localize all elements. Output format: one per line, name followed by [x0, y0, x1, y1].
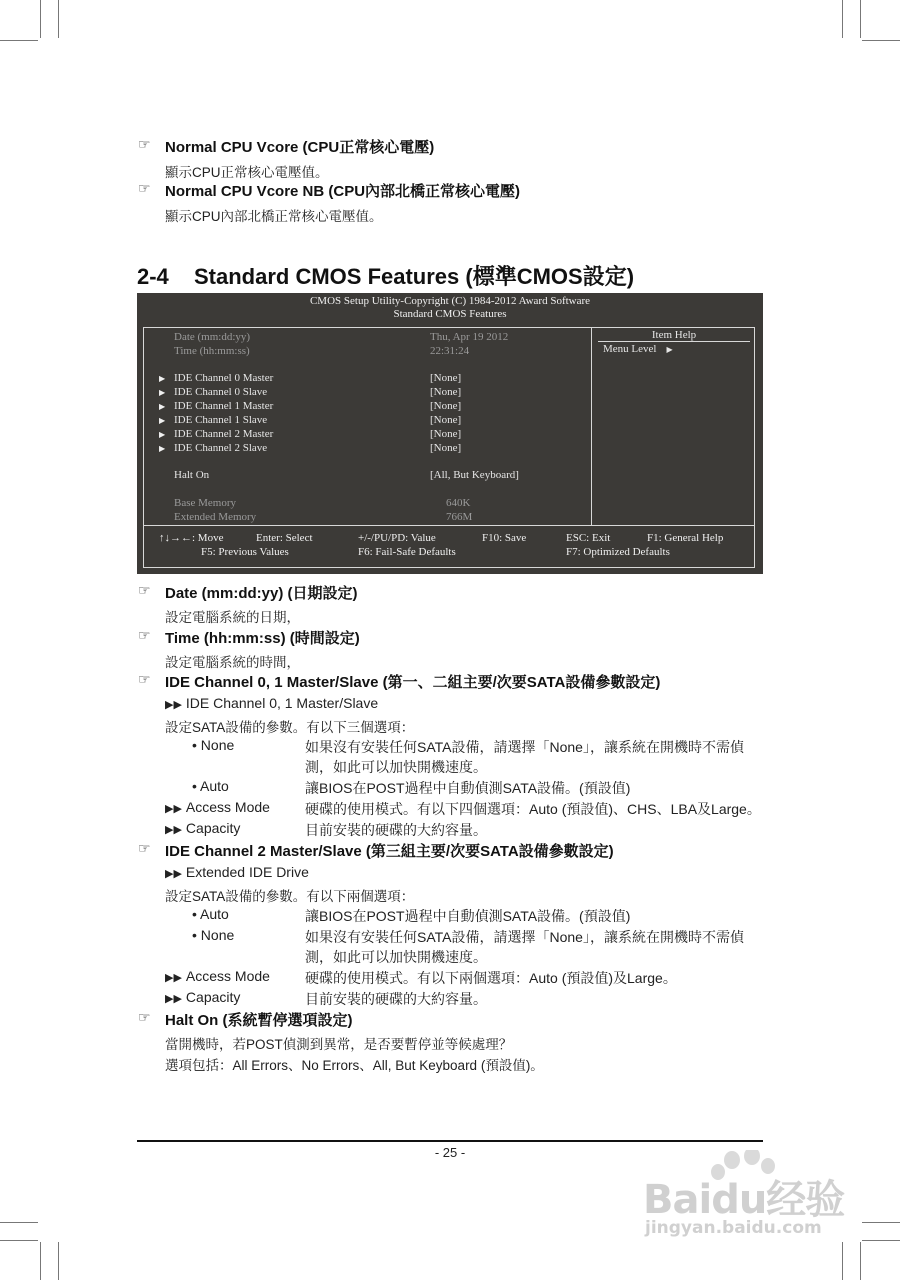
option-description: 硬碟的使用模式。有以下兩個選項：Auto (預設值)及Large。 — [305, 970, 677, 986]
sub-item — [165, 968, 270, 984]
bios-key-save: F10: Save — [482, 532, 527, 544]
double-arrow-icon: ▶▶ — [165, 699, 182, 711]
sub-item — [165, 864, 309, 880]
crop-mark — [0, 1240, 38, 1241]
crop-mark — [862, 40, 900, 41]
option-description: 目前安裝的硬碟的大約容量。 — [305, 991, 487, 1007]
menu-level-arrow-icon: ▶ — [666, 345, 673, 354]
bios-halt-label[interactable]: Halt On — [174, 469, 210, 481]
bios-screen — [137, 293, 763, 574]
item-heading: Halt On (系統暫停選項設定) — [165, 1012, 353, 1029]
double-arrow-icon: ▶▶ — [165, 993, 182, 1005]
option-label: • Auto — [192, 906, 229, 922]
option-description: 目前安裝的硬碟的大約容量。 — [305, 822, 487, 838]
page-number: - 25 - — [434, 1145, 466, 1160]
item-description: 設定電腦系統的日期， — [165, 610, 300, 625]
pointing-hand-icon: ☞ — [138, 672, 151, 688]
bios-halt-value[interactable]: [All, But Keyboard] — [430, 469, 519, 481]
bios-time-label: Time (hh:mm:ss) — [174, 345, 250, 357]
option-label: • None — [192, 737, 235, 753]
double-arrow-icon: ▶▶ — [165, 972, 182, 984]
crop-mark — [860, 1242, 861, 1280]
bios-divider — [143, 525, 755, 526]
bios-key-previous: F5: Previous Values — [201, 546, 289, 558]
bios-ide-value[interactable]: [None] — [430, 400, 462, 412]
pointing-hand-icon: ☞ — [138, 841, 151, 857]
option-description: 讓BIOS在POST過程中自動偵測SATA設備。(預設值) — [305, 780, 631, 796]
bios-ide-label[interactable]: IDE Channel 2 Master — [174, 428, 274, 440]
submenu-arrow-icon: ▶ — [159, 430, 166, 439]
pointing-hand-icon: ☞ — [138, 628, 151, 644]
item-description: 選項包括：All Errors、No Errors、All, But Keyboard (預設值)。 — [165, 1058, 544, 1073]
submenu-arrow-icon: ▶ — [159, 416, 166, 425]
sub-item — [165, 989, 240, 1005]
watermark-brand: Baidu经验 — [643, 1177, 845, 1223]
bios-base-memory-label: Base Memory — [174, 497, 237, 509]
section-title — [137, 260, 634, 291]
bios-key-optimized: F7: Optimized Defaults — [566, 546, 670, 558]
crop-mark — [58, 1242, 59, 1280]
pointing-hand-icon: ☞ — [138, 137, 151, 153]
watermark-url: jingyan.baidu.com — [645, 1218, 822, 1238]
double-arrow-icon: ▶▶ — [165, 868, 182, 880]
bios-ide-label[interactable]: IDE Channel 0 Master — [174, 372, 274, 384]
menu-level-label: Menu Level — [603, 343, 657, 355]
crop-mark — [40, 1242, 41, 1280]
submenu-arrow-icon: ▶ — [159, 388, 166, 397]
item-description: 顯示CPU內部北橋正常核心電壓值。 — [165, 209, 383, 224]
bios-extended-memory-label: Extended Memory — [174, 511, 257, 523]
bios-base-memory-value: 640K — [446, 497, 471, 509]
crop-mark — [58, 0, 59, 38]
item-description: 顯示CPU正常核心電壓值。 — [165, 165, 329, 180]
bios-ide-label[interactable]: IDE Channel 1 Master — [174, 400, 274, 412]
sub-item-label: IDE Channel 0, 1 Master/Slave — [185, 695, 379, 711]
bios-ide-value[interactable]: [None] — [430, 428, 462, 440]
crop-mark — [862, 1240, 900, 1241]
bios-key-value: +/-/PU/PD: Value — [358, 532, 436, 544]
item-heading: Date (mm:dd:yy) (日期設定) — [165, 585, 358, 602]
sub-item-label: Capacity — [185, 989, 241, 1005]
submenu-arrow-icon: ▶ — [159, 402, 166, 411]
pointing-hand-icon: ☞ — [138, 1010, 151, 1026]
crop-mark — [842, 0, 843, 38]
bios-extended-memory-value: 766M — [446, 511, 473, 523]
bios-key-exit: ESC: Exit — [566, 532, 611, 544]
item-heading: IDE Channel 0, 1 Master/Slave (第一、二組主要/次要SATA設備參數設定) — [165, 674, 661, 691]
bios-ide-value[interactable]: [None] — [430, 442, 462, 454]
double-arrow-icon: ▶▶ — [165, 824, 182, 836]
option-label: • Auto — [192, 778, 229, 794]
item-description: 設定SATA設備的參數。有以下三個選項： — [165, 720, 415, 735]
crop-mark — [862, 1222, 900, 1223]
pointing-hand-icon: ☞ — [138, 181, 151, 197]
item-description: 設定SATA設備的參數。有以下兩個選項： — [165, 889, 415, 904]
item-description: 設定電腦系統的時間， — [165, 655, 300, 670]
bios-ide-value[interactable]: [None] — [430, 386, 462, 398]
option-description: 如果沒有安裝任何SATA設備，請選擇「None」，讓系統在開機時不需偵 — [305, 739, 744, 755]
sub-item — [165, 695, 378, 711]
sub-item-label: Capacity — [185, 820, 241, 836]
bios-ide-label[interactable]: IDE Channel 2 Slave — [174, 442, 268, 454]
section-title-text: Standard CMOS Features (標準CMOS設定) — [194, 264, 635, 289]
double-arrow-icon: ▶▶ — [165, 803, 182, 815]
bios-key-failsafe: F6: Fail-Safe Defaults — [358, 546, 456, 558]
pointing-hand-icon: ☞ — [138, 583, 151, 599]
crop-mark — [0, 1222, 38, 1223]
item-heading: Normal CPU Vcore NB (CPU內部北橋正常核心電壓) — [165, 183, 521, 200]
sub-item — [165, 820, 240, 836]
bios-date-value[interactable]: Thu, Apr 19 2012 — [430, 331, 509, 343]
bios-item-help-title: Item Help — [651, 329, 697, 341]
item-heading: IDE Channel 2 Master/Slave (第三組主要/次要SATA設備參數設定) — [165, 843, 614, 860]
bios-header-title: Standard CMOS Features — [393, 308, 507, 320]
bios-divider — [598, 341, 750, 342]
submenu-arrow-icon: ▶ — [159, 444, 166, 453]
crop-mark — [40, 0, 41, 38]
option-description: 讓BIOS在POST過程中自動偵測SATA設備。(預設值) — [305, 908, 631, 924]
option-label: • None — [192, 927, 235, 943]
footer-rule — [137, 1140, 763, 1142]
bios-time-value[interactable]: 22:31:24 — [430, 345, 470, 357]
bios-ide-label[interactable]: IDE Channel 1 Slave — [174, 414, 268, 426]
item-description: 當開機時，若POST偵測到異常，是否要暫停並等候處理？ — [165, 1037, 513, 1052]
sub-item-label: Access Mode — [185, 968, 270, 984]
submenu-arrow-icon: ▶ — [159, 374, 166, 383]
bios-key-move: ↑↓→←: Move — [159, 532, 224, 544]
sub-item-label: Extended IDE Drive — [185, 864, 309, 880]
bios-date-label: Date (mm:dd:yy) — [174, 331, 251, 343]
option-description: 如果沒有安裝任何SATA設備，請選擇「None」，讓系統在開機時不需偵 — [305, 929, 744, 945]
bios-key-help: F1: General Help — [647, 532, 724, 544]
option-description: 測，如此可以加快開機速度。 — [305, 759, 487, 775]
option-description: 硬碟的使用模式。有以下四個選項：Auto (預設值)、CHS、LBA及Large。 — [305, 801, 761, 817]
bios-ide-label[interactable]: IDE Channel 0 Slave — [174, 386, 268, 398]
bios-header-copyright: CMOS Setup Utility-Copyright (C) 1984-2012 Award Software — [309, 295, 591, 307]
bios-key-select: Enter: Select — [256, 532, 313, 544]
section-number: 2-4 — [137, 264, 169, 289]
item-heading: Time (hh:mm:ss) (時間設定) — [165, 630, 360, 647]
sub-item-label: Access Mode — [185, 799, 270, 815]
sub-item — [165, 799, 270, 815]
item-heading: Normal CPU Vcore (CPU正常核心電壓) — [165, 139, 435, 156]
bios-divider — [591, 327, 592, 526]
crop-mark — [860, 0, 861, 38]
crop-mark — [0, 40, 38, 41]
bios-ide-value[interactable]: [None] — [430, 414, 462, 426]
crop-mark — [842, 1242, 843, 1280]
bios-menu-level — [603, 343, 673, 355]
option-description: 測，如此可以加快開機速度。 — [305, 949, 487, 965]
bios-ide-value[interactable]: [None] — [430, 372, 462, 384]
